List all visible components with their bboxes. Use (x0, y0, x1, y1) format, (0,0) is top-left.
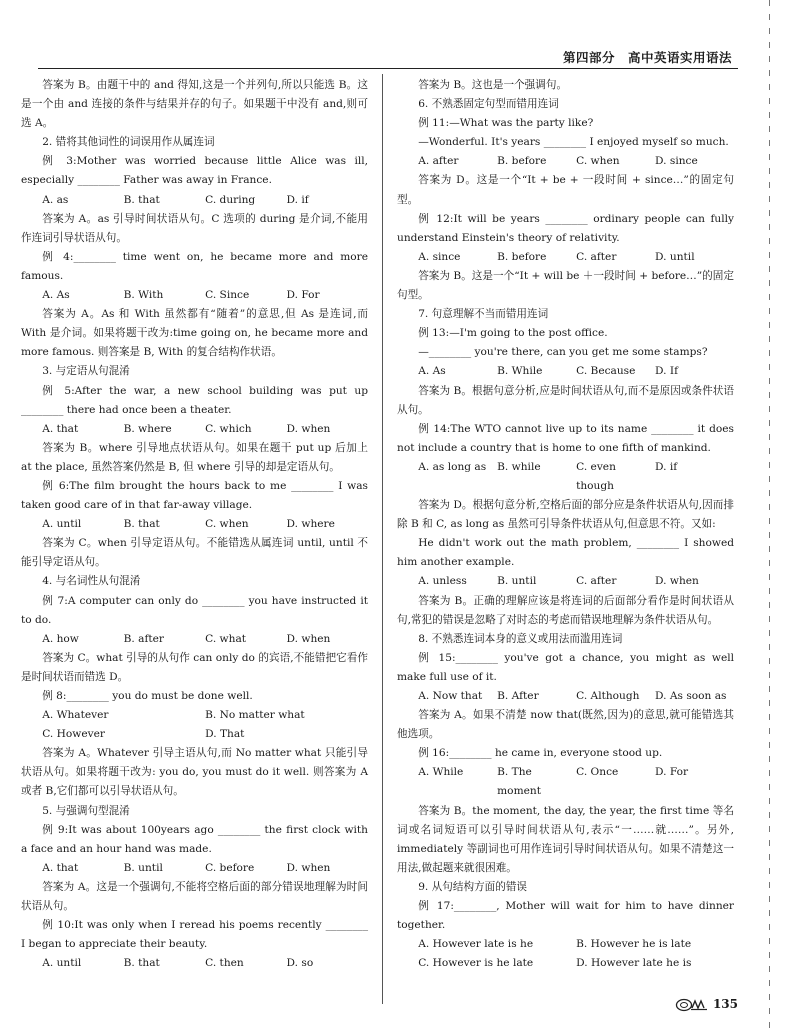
answer-option: C. before (205, 861, 255, 874)
example-question: 例 14:The WTO cannot live up to its name ________ it does not include a country that is home to one fifth of mankind. (397, 422, 734, 454)
paragraph: —Wonderful. It's years ________ I enjoyed myself so much. (418, 136, 729, 149)
left-column (21, 76, 368, 973)
section-heading: 9. 从句结构方面的错误 (418, 880, 528, 893)
answer-option: D. when (286, 861, 331, 874)
example-question: 例 16:________ he came in, everyone stood up. (418, 747, 663, 760)
answer-option: B. while (497, 460, 541, 473)
answer-option: D. For (286, 289, 320, 302)
answer-explanation: 答案为 A。as 引导时间状语从句。C 选项的 during 是介词,不能用作连词引导状语从句。 (21, 212, 368, 244)
answer-options (397, 248, 734, 267)
answer-option: A. While (418, 766, 464, 779)
answer-options (397, 935, 734, 973)
answer-options (397, 362, 734, 381)
example-question: 例 11:—What was the party like? (418, 117, 594, 130)
answer-explanation: 答案为 B。正确的理解应该是将连词的后面部分看作是时间状语从句,常犯的错误是忽略了对时态的考虑而错误地理解为条件状语从句。 (397, 594, 734, 626)
section-heading: 8. 不熟悉连词本身的意义或用法而滥用连词 (418, 632, 623, 645)
answer-option: C. when (576, 155, 620, 168)
answer-option: D. until (655, 250, 695, 263)
answer-explanation: 答案为 B。where 引导地点状语从句。如果在题干 put up 后加上 at the place, 虽然答案仍然是 B, 但 where 引导的却是定语从句。 (21, 441, 368, 473)
example-question: 例 10:It was only when I reread his poems recently ________ I began to appreciate their beauty. (21, 919, 368, 951)
answer-option: A. as (42, 193, 69, 206)
example-question: 例 17:________, Mother will wait for him to have dinner together. (397, 900, 734, 932)
answer-options (397, 687, 734, 706)
answer-option: A. since (418, 250, 461, 263)
answer-option: D. However late he is (576, 957, 692, 970)
example-question: 例 13:—I'm going to the post office. (418, 327, 608, 340)
page-header (38, 46, 738, 69)
answer-option: A. that (42, 861, 79, 874)
answer-option: C. what (205, 632, 247, 645)
answer-option: C. However (42, 728, 105, 741)
column-divider (382, 74, 383, 1004)
answer-explanation: 答案为 D。这是一个“It + be + 一段时间 + since…”的固定句型。 (397, 174, 734, 206)
answer-options (21, 859, 368, 878)
example-question: 例 15:________ you've got a chance, you might as well make full use of it. (397, 651, 734, 683)
answer-option: D. That (205, 728, 245, 741)
answer-option: B. With (123, 289, 164, 302)
answer-options (21, 954, 368, 973)
answer-option: A. Whatever (42, 709, 109, 722)
example-question: 例 6:The film brought the hours back to me ________ I was taken good care of in that far-away village. (21, 479, 368, 512)
section-heading: 4. 与名词性从句混淆 (42, 575, 141, 588)
paragraph: —________ you're there, can you get me some stamps? (418, 346, 708, 359)
answer-option: B. The moment (497, 766, 541, 798)
answer-option: A. As (42, 289, 70, 302)
answer-option: A. Now that (418, 690, 483, 702)
example-question: 例 3:Mother was worried because little Alice was ill, especially ________ Father was away in France. (21, 155, 368, 187)
answer-option: C. then (205, 957, 244, 970)
answer-option: B. While (497, 365, 543, 378)
answer-options (21, 515, 368, 534)
answer-option: B. After (497, 690, 539, 702)
answer-option: A. until (42, 518, 82, 531)
answer-option: B. where (123, 422, 172, 435)
answer-option: B. that (123, 193, 160, 206)
answer-option: A. after (418, 155, 459, 168)
answer-option: B. before (497, 155, 547, 168)
page-edge-marks (769, 0, 770, 1035)
answer-option: C. even though (576, 460, 616, 492)
section-heading: 3. 与定语从句混淆 (42, 365, 130, 378)
answer-option: A. until (42, 957, 82, 970)
answer-option: D. If (655, 365, 679, 378)
answer-options (21, 420, 368, 439)
answer-explanation: 答案为 B。这也是一个强调句。 (418, 79, 568, 91)
right-column (397, 76, 734, 973)
answer-option: C. Because (576, 365, 636, 378)
answer-option: C. during (205, 193, 256, 206)
answer-option: C. when (205, 518, 249, 531)
section-title: 第四部分 高中英语实用语法 (562, 50, 732, 65)
answer-option: C. Since (205, 289, 250, 302)
answer-option: D. when (286, 632, 331, 645)
answer-options (397, 458, 734, 496)
answer-option: A. how (42, 632, 79, 645)
answer-option: C. which (205, 422, 252, 435)
answer-explanation: 答案为 B。the moment, the day, the year, the first time 等名词或名词短语可以引导时间状语从句,表示“一……就……”。另外, immediately 等副词也可用作连词引导时间状语从句。如果不清楚这一用法,做起题来就很困难。 (397, 804, 734, 874)
paragraph: He didn't work out the math problem, ________ I showed him another example. (397, 537, 734, 569)
answer-option: C. Once (576, 766, 619, 779)
answer-options (397, 572, 734, 591)
answer-explanation: 答案为 B。根据句意分析,应是时间状语从句,而不是原因或条件状语从句。 (397, 384, 734, 416)
answer-option: A. that (42, 422, 79, 435)
answer-option: B. that (123, 957, 160, 970)
answer-explanation: 答案为 A。这是一个强调句,不能将空格后面的部分错误地理解为时间状语从句。 (21, 880, 368, 913)
answer-option: D. since (655, 155, 698, 168)
answer-options (21, 286, 368, 305)
answer-option: B. until (497, 575, 537, 588)
example-question: 例 8:________ you do must be done well. (42, 690, 253, 702)
answer-explanation: 答案为 A。As 和 With 虽然都有“随着”的意思,但 As 是连词,而 With 是介词。如果将题干改为:time going on, he became more and more famous. 则答案是 B, With 的复合结构作状语。 (21, 308, 368, 359)
answer-option: B. However he is late (576, 938, 692, 951)
example-question: 例 12:It will be years ________ ordinary people can fully understand Einstein's theory of relativity. (397, 212, 734, 244)
example-question: 例 7:A computer can only do ________ you have instructed it to do. (21, 594, 368, 626)
answer-options (397, 152, 734, 171)
answer-option: B. until (123, 861, 163, 874)
answer-option: D. so (286, 957, 314, 970)
answer-explanation: 答案为 B。这是一个“It + will be ＋一段时间 + before…”的固定句型。 (397, 269, 734, 302)
answer-option: B. after (123, 632, 164, 645)
answer-option: B. before (497, 250, 547, 263)
answer-options (21, 706, 368, 744)
section-heading: 5. 与强调句型混淆 (42, 804, 130, 817)
answer-option: D. For (655, 766, 689, 779)
answer-option: C. after (576, 250, 617, 263)
answer-option: C. after (576, 575, 617, 588)
answer-option: D. when (286, 422, 331, 435)
answer-option: B. that (123, 518, 160, 531)
book-leaf-icon (675, 996, 709, 1012)
answer-option: D. As soon as (655, 690, 727, 702)
answer-explanation: 答案为 A。Whatever 引导主语从句,而 No matter what 只能引导状语从句。如果将题干改为: you do, you must do it well. 则答案为 A 或者 B,它们都可以引导状语从句。 (21, 747, 368, 798)
example-question: 例 9:It was about 100years ago ________ the first clock with a face and an hour hand was made. (21, 823, 368, 855)
answer-explanation: 答案为 A。如果不清楚 now that(既然,因为)的意思,就可能错选其他选项。 (397, 709, 734, 741)
answer-options (397, 763, 734, 801)
answer-option: D. when (655, 575, 699, 588)
answer-option: A. However late is he (418, 938, 534, 951)
example-question: 例 4:________ time went on, he became more and more famous. (21, 250, 368, 282)
section-heading: 7. 句意理解不当而错用连词 (418, 308, 549, 321)
answer-option: C. However is he late (418, 957, 534, 970)
answer-option: B. No matter what (205, 709, 305, 722)
answer-explanation: 答案为 C。what 引导的从句作 can only do 的宾语,不能错把它看作是时间状语而错选 D。 (21, 651, 368, 683)
answer-options (21, 630, 368, 649)
answer-explanation: 答案为 D。根据句意分析,空格后面的部分应是条件状语从句,因而排除 B 和 C, as long as 虽然可引导条件状语从句,但意思不符。又如: (397, 499, 734, 531)
answer-option: A. unless (418, 575, 467, 588)
answer-option: D. where (286, 518, 335, 531)
page-footer (675, 996, 738, 1012)
answer-options (21, 191, 368, 210)
answer-option: D. if (286, 193, 309, 206)
answer-option: D. if (655, 460, 678, 473)
example-question: 例 5:After the war, a new school building was put up ________ there had once been a theater. (21, 384, 368, 416)
answer-explanation: 答案为 B。由题干中的 and 得知,这是一个并列句,所以只能选 B。这是一个由 and 连接的条件与结果并存的句子。如果题干中没有 and,则可选 A。 (21, 79, 368, 130)
answer-option: A. As (418, 365, 446, 378)
section-heading: 6. 不熟悉固定句型而错用连词 (418, 98, 559, 111)
answer-option: A. as long as (418, 460, 487, 473)
section-heading: 2. 错将其他词性的词误用作从属连词 (42, 136, 215, 149)
answer-explanation: 答案为 C。when 引导定语从句。不能错选从属连词 until, until 不能引导定语从句。 (21, 537, 368, 569)
answer-option: C. Although (576, 690, 640, 702)
page-number: 135 (712, 997, 738, 1011)
